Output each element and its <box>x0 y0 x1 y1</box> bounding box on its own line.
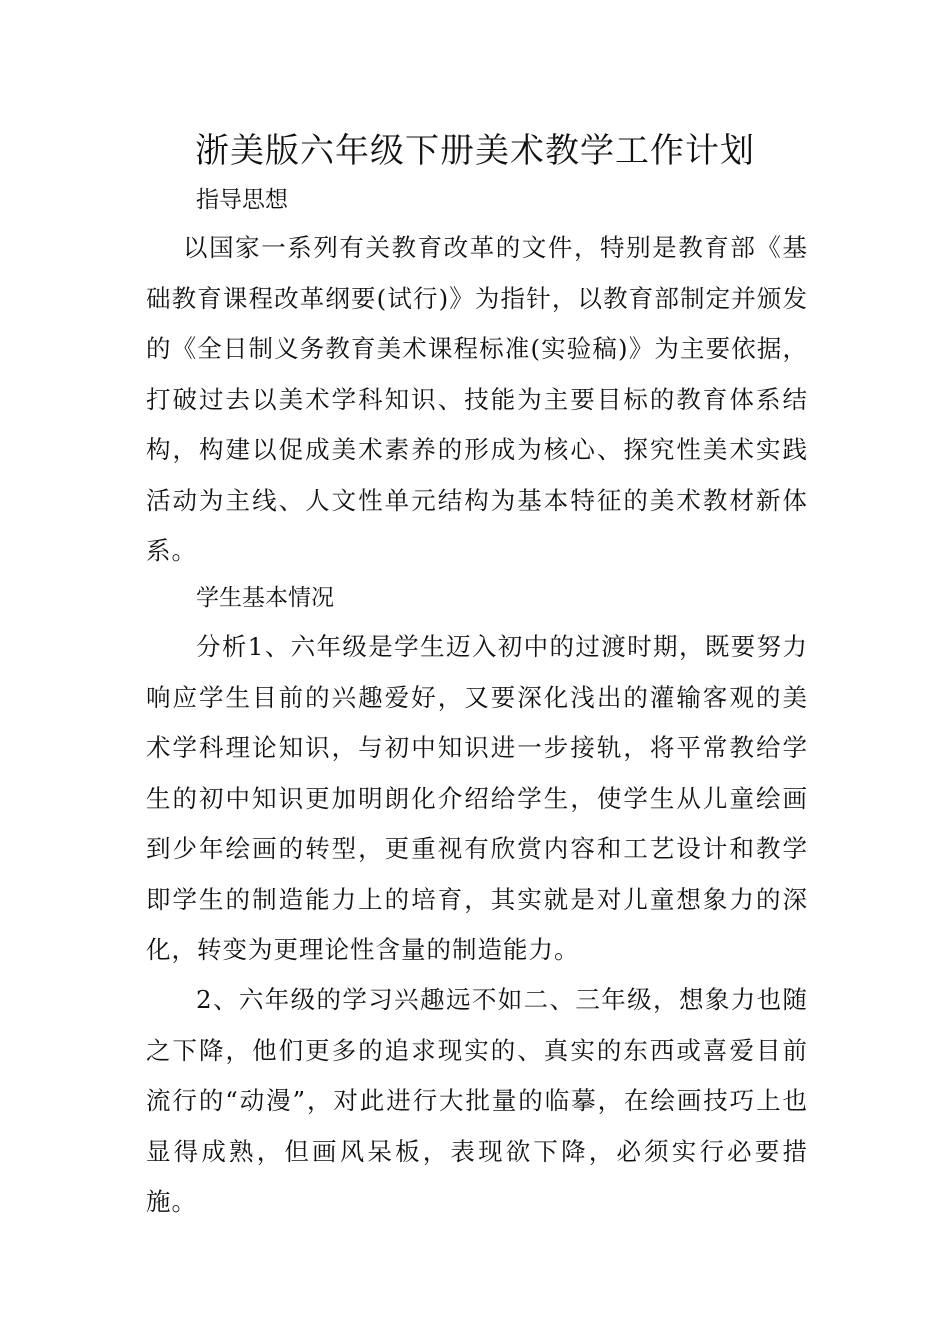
document-title: 浙美版六年级下册美术教学工作计划 <box>195 131 755 171</box>
section-heading-guiding-ideology: 指导思想 <box>196 187 288 213</box>
section-heading-student-situation: 学生基本情况 <box>196 585 334 611</box>
paragraph-student-analysis-1: 分析1、六年级是学生迈入初中的过渡时期，既要努力响应学生目前的兴趣爱好，又要深化浅出的灌输客观的美术学科理论知识，与初中知识进一步接轨，将平常教给学生的初中知识更加明朗化介绍给学生，使学生从儿童绘画到少年绘画的转型，更重视有欣赏内容和工艺设计和教学即学生的制造能力上的培育，其实就是对儿童想象力的深化，转变为更理论性含量的制造能力。 <box>146 632 808 964</box>
paragraph-guiding-ideology: 以国家一系列有关教育改革的文件，特别是教育部《基础教育课程改革纲要(试行)》为指针，以教育部制定并颁发的《全日制义务教育美术课程标准(实验稿)》为主要依据，打破过去以美术学科知识、技能为主要目标的教育体系结构，构建以促成美术素养的形成为核心、探究性美术实践活动为主线、人文性单元结构为基本特征的美术教材新体系。 <box>146 233 808 565</box>
paragraph-student-analysis-2: 2、六年级的学习兴趣远不如二、三年级，想象力也随之下降，他们更多的追求现实的、真实的东西或喜爱目前流行的“动漫”，对此进行大批量的临摹，在绘画技巧上也显得成熟，但画风呆板，表现欲下降，必须实行必要措施。 <box>146 985 808 1216</box>
